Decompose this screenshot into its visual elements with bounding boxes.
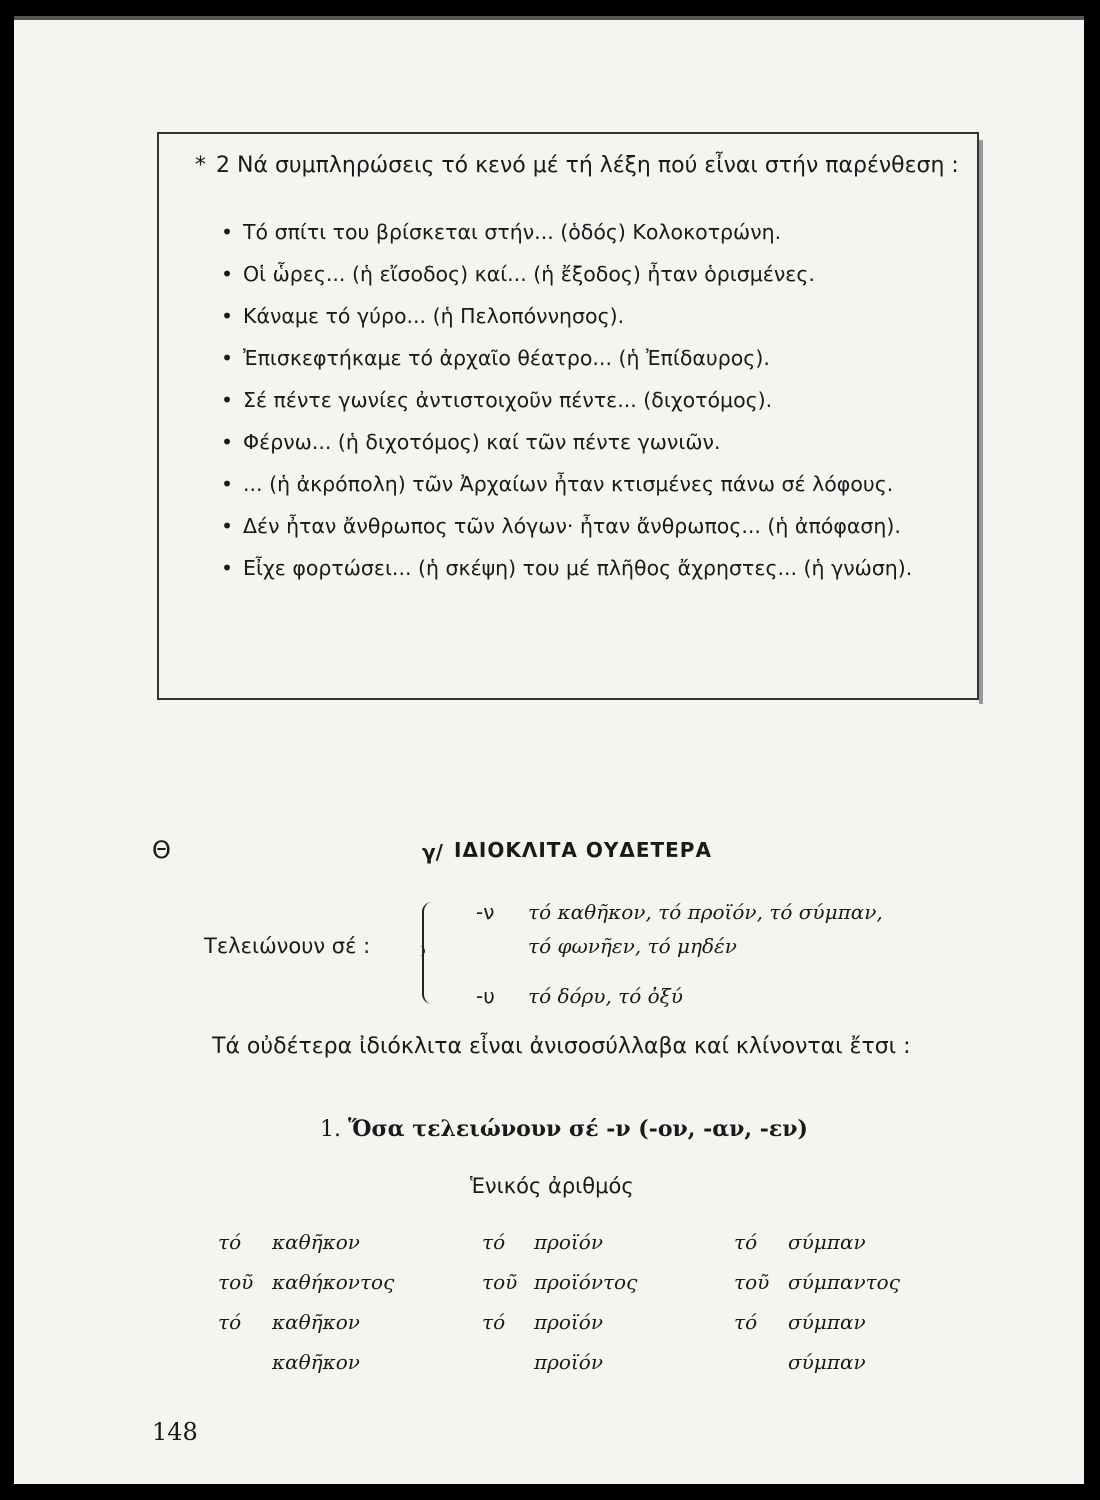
bullet: • [221,304,234,328]
article: τό [734,1230,758,1254]
article: τό [218,1310,242,1334]
article: τό [482,1230,506,1254]
declension-intro: Τά οὐδέτερα ἰδιόκλιτα εἶναι ἀνισοσύλλαβα καί κλίνονται ἔτσι : [212,1034,911,1059]
exercise-item [221,552,961,584]
exercise-item-text: Κάναμε τό γύρο... (ἡ Πελοπόννησος). [243,304,625,328]
exercise-item-text: Ἐπισκεφτήκαμε τό ἀρχαῖο θέατρο... (ἡ Ἐπίδαυρος). [243,346,770,370]
article: τό [482,1310,506,1334]
exercise-item-text: Δέν ἦταν ἄνθρωπος τῶν λόγων· ἦταν ἄνθρωπος... (ἡ ἀπόφαση). [243,514,901,538]
bullet: • [221,388,234,412]
exercise-item-text: Οἱ ὧρες... (ἡ εἴσοδος) καί... (ἡ ἔξοδος) ἦταν ὁρισμένες. [243,262,815,286]
ending-examples: τό καθῆκον, τό προϊόν, τό σύμπαν, [528,900,883,924]
exercise-item [221,300,961,332]
exercise-item [221,258,961,290]
noun-form: προϊόν [534,1230,603,1254]
noun-form: προϊόντος [534,1270,638,1294]
exercise-item [221,216,961,248]
noun-form: σύμπαντος [788,1270,900,1294]
exercise-item [221,342,961,374]
bullet: • [221,346,234,370]
box-shadow [979,140,983,704]
bullet: • [221,472,234,496]
subsection-title: Ὅσα τελειώνουν σέ -ν (-ον, -αν, -εν) [348,1116,808,1142]
exercise-item-text: Φέρνω... (ἡ διχοτόμος) καί τῶν πέντε γωνιῶν. [243,430,721,454]
exercise-item [221,468,961,500]
section-symbol: Θ [152,836,171,864]
bullet: • [221,262,234,286]
exercise-item-text: Εἶχε φορτώσει... (ἡ σκέψη) του μέ πλῆθος ἄχρηστες... (ἡ γνώση). [243,556,913,580]
curly-brace-tip [415,946,425,956]
ending-examples: τό φωνῆεν, τό μηδέν [528,934,737,958]
exercise-star: * [195,153,206,178]
number-label: Ἑνικός ἀριθμός [470,1174,634,1198]
ending-examples: τό δόρυ, τό ὀξύ [528,984,683,1008]
ending-suffix: -ν [476,900,495,924]
subsection-heading [320,1116,808,1142]
exercise-item [221,384,961,416]
noun-form: προϊόν [534,1310,603,1334]
exercise-box [157,132,979,700]
exercise-title [195,148,965,184]
bullet: • [221,514,234,538]
exercise-title-text: 2 Νά συμπληρώσεις τό κενό μέ τή λέξη πού εἶναι στήν παρένθεση : [216,153,959,178]
article: τοῦ [482,1270,518,1294]
noun-form: καθήκοντος [272,1270,395,1294]
endings-label: Τελειώνουν σέ : [204,934,371,958]
exercise-item-text: Τό σπίτι του βρίσκεται στήν... (ὁδός) Κολοκοτρώνη. [243,220,782,244]
noun-form: καθῆκον [272,1230,360,1254]
exercise-list [221,216,961,594]
exercise-item-text: ... (ἡ ἀκρόπολη) τῶν Ἀρχαίων ἦταν κτισμένες πάνω σέ λόφους. [243,472,894,496]
noun-form: σύμπαν [788,1310,866,1334]
noun-form: προϊόν [534,1350,603,1374]
article: τοῦ [218,1270,254,1294]
book-page [14,16,1084,1484]
exercise-item-text: Σέ πέντε γωνίες ἀντιστοιχοῦν πέντε... (διχοτόμος). [243,388,773,412]
exercise-item [221,510,961,542]
noun-form: καθῆκον [272,1310,360,1334]
exercise-item [221,426,961,458]
noun-form: σύμπαν [788,1230,866,1254]
article: τό [734,1310,758,1334]
article: τοῦ [734,1270,770,1294]
subsection-number: 1. [320,1117,341,1142]
section-heading: ΙΔΙΟΚΛΙΤΑ ΟΥΔΕΤΕΡΑ [454,838,712,862]
bullet: • [221,220,234,244]
ending-suffix: -υ [476,984,495,1008]
bullet: • [221,430,234,454]
noun-form: καθῆκον [272,1350,360,1374]
section-letter: γ/ [422,840,443,864]
noun-form: σύμπαν [788,1350,866,1374]
bullet: • [221,556,234,580]
scan-edge [14,16,1084,20]
article: τό [218,1230,242,1254]
page-number: 148 [152,1418,198,1446]
